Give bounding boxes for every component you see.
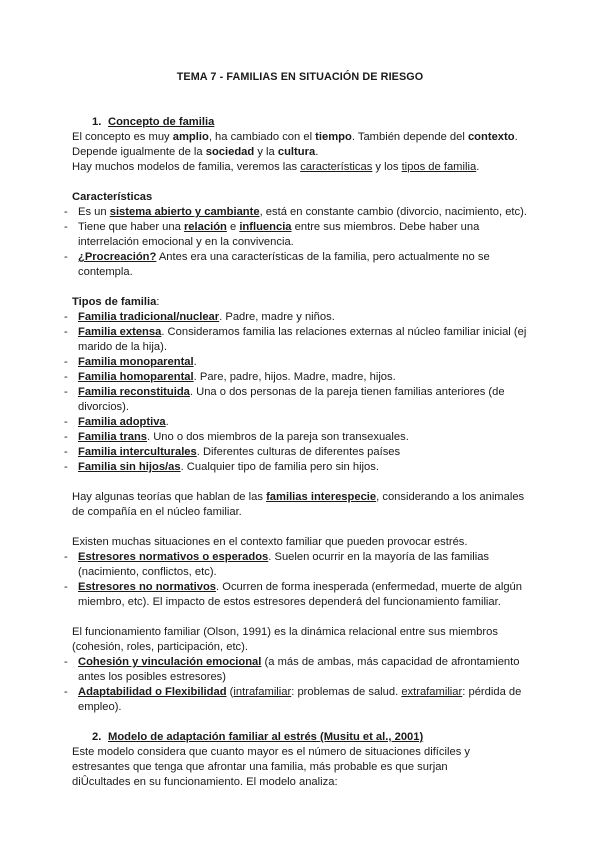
family-type-item: Familia tradicional/nuclear. Padre, madre y niños. bbox=[78, 311, 335, 323]
family-type-item: Familia interculturales. Diferentes culturas de diferentes países bbox=[78, 446, 401, 458]
section-2-number: 2. bbox=[92, 731, 102, 743]
list-dash: - bbox=[64, 416, 68, 428]
list-dash: - bbox=[64, 656, 68, 668]
list-dash: - bbox=[64, 221, 68, 233]
list-dash: - bbox=[64, 311, 68, 323]
list-dash: - bbox=[64, 251, 68, 263]
paragraph-model: Este modelo considera que cuanto mayor es el número de situaciones difíciles y bbox=[72, 746, 470, 758]
section-2-heading: Modelo de adaptación familiar al estrés (Musitu et al., 2001) bbox=[108, 731, 424, 743]
characteristic-item: Tiene que haber una relación e influencia entre sus miembros. Debe haber una bbox=[78, 221, 480, 233]
stressor-item-continued: miembro, etc). El impacto de estos estresores dependerá del funcionamiento familiar. bbox=[78, 596, 501, 608]
functioning-item: Adaptabilidad o Flexibilidad (intrafamiliar: problemas de salud. extrafamiliar: pérdida de bbox=[78, 686, 522, 698]
list-dash: - bbox=[64, 371, 68, 383]
characteristic-item-continued: contempla. bbox=[78, 266, 133, 278]
list-dash: - bbox=[64, 581, 68, 593]
family-type-item: Familia homoparental. Pare, padre, hijos. Madre, madre, hijos. bbox=[78, 371, 396, 383]
list-dash: - bbox=[64, 446, 68, 458]
section-1-heading: Concepto de familia bbox=[108, 116, 215, 128]
characteristic-item: ¿Procreación? Antes era una características de la familia, pero actualmente no se bbox=[78, 251, 490, 263]
list-dash: - bbox=[64, 686, 68, 698]
family-type-item: Familia trans. Uno o dos miembros de la pareja son transexuales. bbox=[78, 431, 409, 443]
list-dash: - bbox=[64, 326, 68, 338]
list-dash: - bbox=[64, 551, 68, 563]
family-type-item: Familia reconstituida. Una o dos personas de la pareja tienen familias anteriores (de bbox=[78, 386, 505, 398]
paragraph-interspecies-continued: de compañía en el núcleo familiar. bbox=[72, 506, 242, 518]
list-dash: - bbox=[64, 386, 68, 398]
document-title: TEMA 7 - FAMILIAS EN SITUACIÓN DE RIESGO bbox=[176, 71, 424, 83]
list-dash: - bbox=[64, 206, 68, 218]
list-dash: - bbox=[64, 461, 68, 473]
family-type-item-continued: divorcios). bbox=[78, 401, 129, 413]
stressor-item-continued: (nacimiento, conflictos, etc). bbox=[78, 566, 217, 578]
paragraph-model-continued: diÛcultades en su funcionamiento. El modelo analiza: bbox=[72, 776, 338, 788]
types-heading: Tipos de familia: bbox=[72, 296, 160, 308]
paragraph-functioning-continued: (cohesión, roles, participación, etc). bbox=[72, 641, 248, 653]
list-dash: - bbox=[64, 356, 68, 368]
paragraph-stress-intro: Existen muchas situaciones en el contexto familiar que pueden provocar estrés. bbox=[72, 536, 468, 548]
functioning-item-continued: empleo). bbox=[78, 701, 122, 713]
family-type-item: Familia sin hijos/as. Cualquier tipo de familia pero sin hijos. bbox=[78, 461, 379, 473]
stressor-item: Estresores normativos o esperados. Suelen ocurrir en la mayoría de las familias bbox=[78, 551, 490, 563]
characteristic-item: Es un sistema abierto y cambiante, está en constante cambio (divorcio, nacimiento, etc). bbox=[78, 206, 527, 218]
family-type-item: Familia adoptiva. bbox=[78, 416, 169, 428]
functioning-item: Cohesión y vinculación emocional (a más de ambas, más capacidad de afrontamiento bbox=[78, 656, 520, 668]
paragraph-interspecies: Hay algunas teorías que hablan de las familias interespecie, considerando a los animales bbox=[72, 491, 525, 503]
characteristic-item-continued: interrelación emocional y en la convivencia. bbox=[78, 236, 294, 248]
family-type-item: Familia monoparental. bbox=[78, 356, 197, 368]
stressor-item: Estresores no normativos. Ocurren de forma inesperada (enfermedad, muerte de algún bbox=[78, 581, 522, 593]
functioning-item-continued: antes los posibles estresores) bbox=[78, 671, 226, 683]
family-type-item: Familia extensa. Consideramos familia las relaciones externas al núcleo familiar inicial (ej bbox=[78, 326, 527, 338]
characteristics-heading: Características bbox=[72, 191, 153, 203]
paragraph-concept-2: Depende igualmente de la sociedad y la cultura. bbox=[72, 146, 319, 158]
family-type-item-continued: marido de la hija). bbox=[78, 341, 167, 353]
list-dash: - bbox=[64, 431, 68, 443]
paragraph-functioning: El funcionamiento familiar (Olson, 1991) es la dinámica relacional entre sus miembros bbox=[72, 626, 498, 638]
paragraph-model-continued: estresantes que tenga que afrontar una familia, más probable es que surjan bbox=[72, 761, 448, 773]
paragraph-concept-1: El concepto es muy amplio, ha cambiado con el tiempo. También depende del contexto. bbox=[72, 131, 518, 143]
section-1-number: 1. bbox=[92, 116, 102, 128]
paragraph-concept-3: Hay muchos modelos de familia, veremos las características y los tipos de familia. bbox=[72, 161, 480, 173]
